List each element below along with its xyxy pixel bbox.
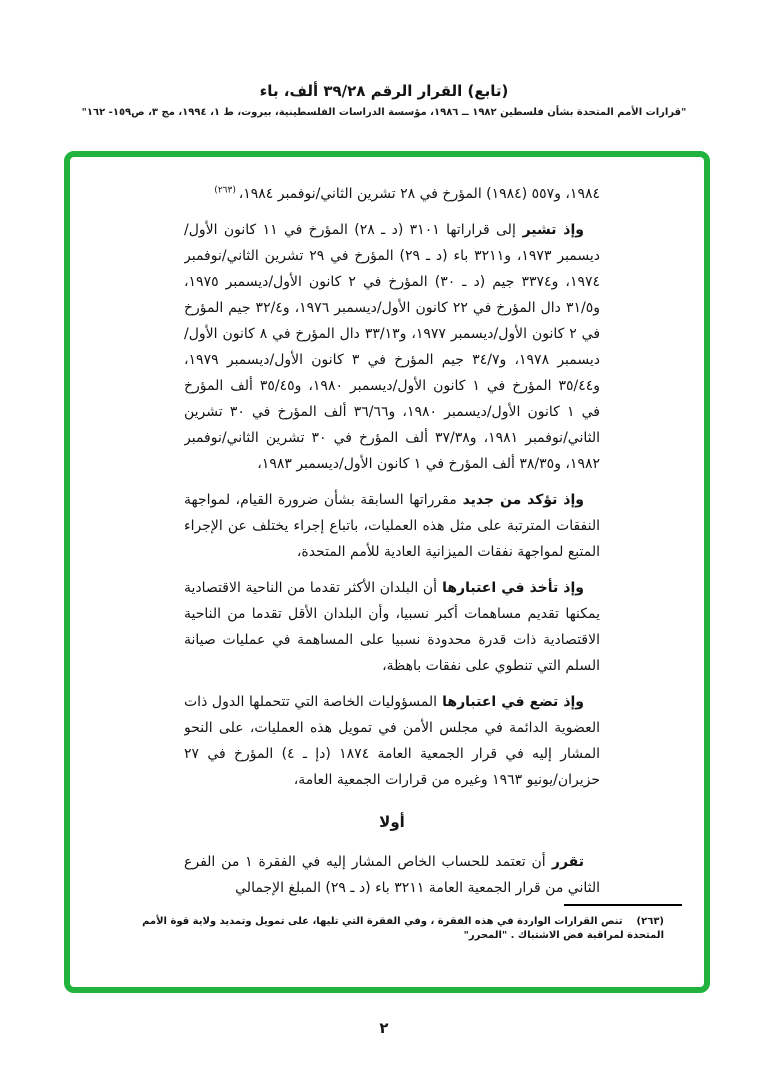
paragraph-lead: وإذ تضع في اعتبارها <box>437 694 585 710</box>
footnote-text: تنص القرارات الواردة في هذه الفقرة ، وفي الفقرة التي تليها، على تمويل وتمديد ولاية قوة الأمم المتحدة لمراقبة فض الاشتباك . "المحرر" <box>142 916 664 941</box>
resolution-body <box>184 181 600 923</box>
highlight-frame <box>64 151 710 993</box>
paragraph-text: ١٩٨٤، و٥٥٧ (١٩٨٤) المؤرخ في ٢٨ تشرين الثاني/نوفمبر ١٩٨٤، <box>238 186 600 202</box>
page-title: (تابع) القرار الرقم ٣٩/٢٨ ألف، باء <box>259 82 509 100</box>
footnote-marker: (٢٦٣) <box>636 916 664 927</box>
operative-paragraphs <box>184 849 600 901</box>
paragraph-text: أن تعتمد للحساب الخاص المشار إليه في الفقرة ١ من الفرع الثاني من قرار الجمعية العامة ٣٢١١ باء (د ـ ٢٩) المبلغ الإجمالي <box>184 854 600 896</box>
footnote-reference: (٢٦٣) <box>214 185 239 196</box>
footnote-line <box>102 915 682 943</box>
paragraph <box>184 849 600 901</box>
paragraph <box>184 575 600 679</box>
paragraph <box>184 217 600 477</box>
paragraph <box>184 689 600 793</box>
paragraph-text: إلى قراراتها ٣١٠١ (د ـ ٢٨) المؤرخ في ١١ كانون الأول/ديسمبر ١٩٧٣، و٣٢١١ باء (د ـ ٢٩) المؤرخ في ٢٩ تشرين الثاني/نوفمبر ١٩٧٤، و٣٣٧٤ جيم (د ـ ٣٠) المؤرخ في ٢ كانون الأول/ديسمبر ١٩٧٥، و٣١/٥ دال المؤرخ في ٢٢ كانون الأول/ديسمبر ١٩٧٦، و٣٢/٤ جيم المؤرخ في ٢ كانون الأول/ديسمبر ١٩٧٧، و٣٣/١٣ دال المؤرخ في ٨ كانون الأول/ديسمبر ١٩٧٨، و٣٤/٧ جيم المؤرخ في ٣ كانون الأول/ديسمبر ١٩٧٩، و٣٥/٤٤ المؤرخ في ١ كانون الأول/ديسمبر ١٩٨٠، و٣٥/٤٥ ألف المؤرخ في ١ كانون الأول/ديسمبر ١٩٨٠، و٣٦/٦٦ ألف المؤرخ في ٣٠ تشرين الثاني/نوفمبر ١٩٨١، و٣٧/٣٨ ألف المؤرخ في ٣٠ تشرين الثاني/نوفمبر ١٩٨٢، و٣٨/٣٥ ألف المؤرخ في ١ كانون الأول/ديسمبر ١٩٨٣، <box>184 222 600 472</box>
page-header <box>0 82 768 118</box>
paragraph-text: المسؤوليات الخاصة التي تتحملها الدول ذات العضوية الدائمة في مجلس الأمن في تمويل هذه العمليات، على النحو المشار إليه في قرار الجمعية العامة ١٨٧٤ (دإ ـ ٤) المؤرخ في ٢٧ حزيران/يونيو ١٩٦٣ وغيره من قرارات الجمعية العامة، <box>184 694 600 788</box>
paragraph-lead: تقرر <box>545 854 584 870</box>
paragraph <box>184 487 600 565</box>
paragraph <box>184 181 600 207</box>
paragraph-lead: وإذ تشير <box>515 222 584 238</box>
section-heading: أولا <box>379 813 405 831</box>
source-citation: "قرارات الأمم المتحدة بشأن فلسطين ١٩٨٢ ــ ١٩٨٦، مؤسسة الدراسات الفلسطينية، بيروت، ط ١، ١٩٩٤، مج ٣، ص١٥٩- ١٦٢" <box>81 107 687 118</box>
paragraph-lead: وإذ تأخذ في اعتبارها <box>437 580 584 596</box>
footnote-separator <box>564 904 682 906</box>
footnote-block <box>102 904 682 943</box>
preamble-paragraphs <box>184 181 600 793</box>
paragraph-lead: وإذ تؤكد من جديد <box>456 492 584 508</box>
paragraph-text: أن البلدان الأكثر تقدما من الناحية الاقتصادية يمكنها تقديم مساهمات أكبر نسبيا، وأن البلدان الأقل تقدما من الناحية الاقتصادية ذات قدرة محدودة نسبيا على المساهمة في عمليات صيانة السلم التي تنطوي على نفقات باهظة، <box>184 580 600 674</box>
page-number: ٢ <box>379 1019 389 1037</box>
paragraph-text: مقرراتها السابقة بشأن ضرورة القيام، لمواجهة النفقات المترتبة على مثل هذه العمليات، باتباع إجراء يختلف عن الإجراء المتبع لمواجهة نفقات الميزانية العادية للأمم المتحدة، <box>184 492 600 560</box>
